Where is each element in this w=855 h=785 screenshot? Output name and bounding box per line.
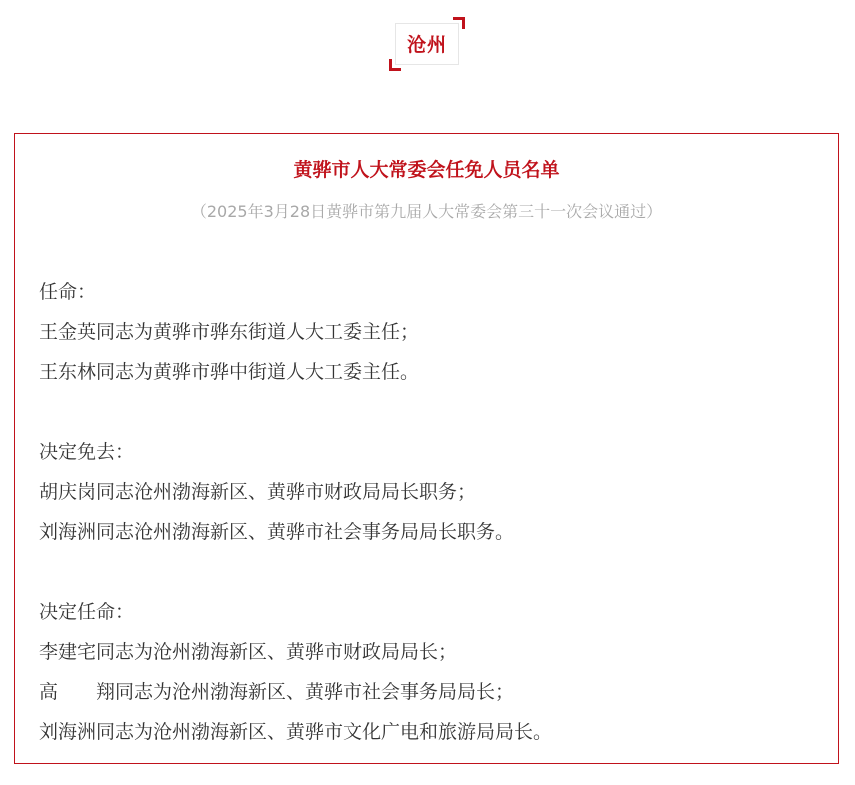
list-item: 王东林同志为黄骅市骅中街道人大工委主任。: [39, 361, 420, 383]
list-item: 刘海洲同志沧州渤海新区、黄骅市社会事务局局长职务。: [39, 521, 515, 543]
spaced-rest: 翔同志为沧州渤海新区、黄骅市社会事务局局长；: [96, 681, 515, 703]
section-gap: [39, 552, 818, 592]
list-item: 王金英同志为黄骅市骅东街道人大工委主任；: [39, 321, 420, 343]
document-box: [14, 133, 839, 764]
section-heading-decide-appoint: 决定任命：: [39, 601, 135, 623]
list-item: 胡庆岗同志沧州渤海新区、黄骅市财政局局长职务；: [39, 481, 477, 503]
document-content: [39, 272, 818, 752]
section-gap: [39, 392, 818, 432]
list-item: 李建宅同志为沧州渤海新区、黄骅市财政局局长；: [39, 641, 458, 663]
badge-corner-bottom-left: [389, 59, 401, 71]
list-item-spaced: [39, 672, 818, 712]
section-heading-remove: 决定免去：: [39, 441, 135, 463]
document-subtitle: （2025年3月28日黄骅市第九届人大常委会第三十一次会议通过）: [190, 202, 663, 221]
document-title: 黄骅市人大常委会任免人员名单: [293, 159, 560, 181]
spaced-name: 高: [39, 681, 59, 703]
section-heading-appoint: 任命：: [39, 281, 97, 303]
badge-corner-top-right: [453, 17, 465, 29]
badge-label: 沧州: [406, 34, 447, 56]
list-item: 刘海洲同志为沧州渤海新区、黄骅市文化广电和旅游局局长。: [39, 721, 553, 743]
location-badge: [389, 17, 465, 71]
